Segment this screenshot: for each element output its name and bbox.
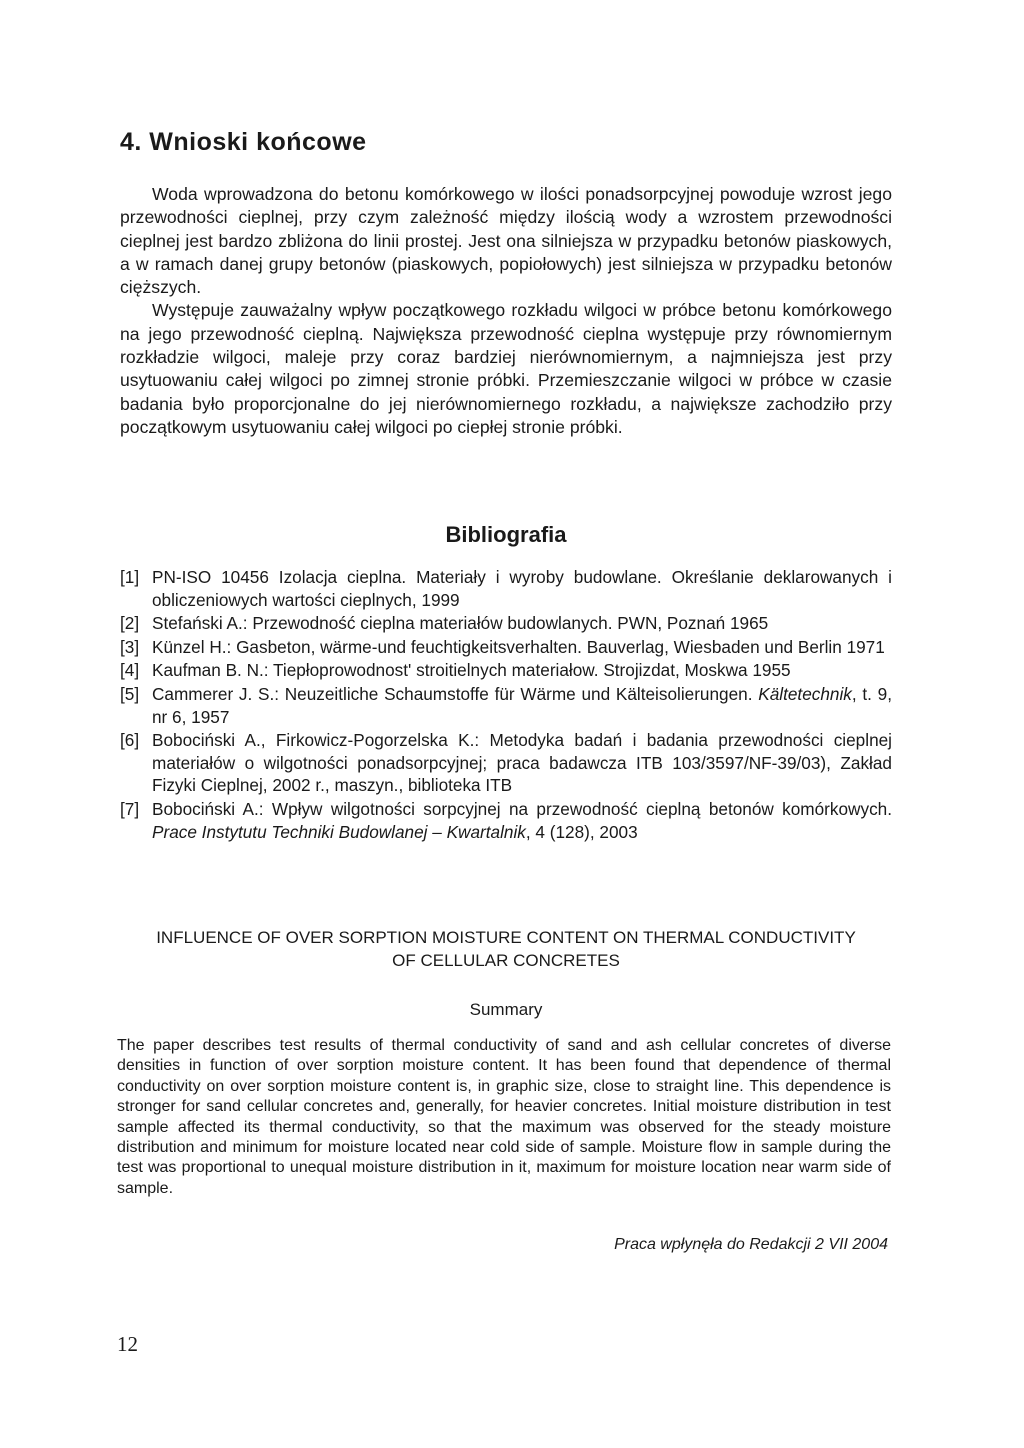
bibliography-entry	[120, 566, 892, 611]
bibliography-entry	[120, 612, 892, 635]
entry-tail: , t. 9, nr 6, 1957	[152, 683, 892, 727]
english-title	[120, 926, 892, 972]
entry-number: [1]	[120, 567, 140, 587]
bibliography-entry	[120, 729, 892, 797]
conclusions-paragraph: Występuje zauważalny wpływ początkowego rozkładu wilgoci w próbce betonu komórkowego na jego przewodność cieplną. Największa przewodność cieplna występuje przy równomiernym rozkładzie wilgoci, maleje przy coraz bardziej nierównomiernym, a najmniejsza jest przy usytuowaniu całej wilgoci po zimnej stronie próbki. Przemieszczanie wilgoci w próbce w czasie badania było proporcjonalne do jej nierównomiernego rozkładu, a największe zachodziło przy początkowym usytuowaniu całej wilgoci po ciepłej stronie próbki.	[120, 300, 892, 437]
entry-text: PN-ISO 10456 Izolacja cieplna. Materiały i wyroby budowlane. Określanie deklarowanych i obliczeniowych wartości cieplnych, 1999	[152, 567, 892, 610]
entry-number: [5]	[120, 683, 140, 704]
english-title-line: INFLUENCE OF OVER SORPTION MOISTURE CONTENT ON THERMAL CONDUCTIVITY	[156, 928, 856, 947]
conclusions-paragraph: Woda wprowadzona do betonu komórkowego w ilości ponadsorpcyjnej powoduje wzrost jego przewodności cieplnej, przy czym zależność między ilością wody a wzrostem przewodności cieplnej jest bardzo zbliżona do linii prostej. Jest ona silniejsza w przypadku betonów piaskowych, a w ramach danej grupy betonów (piaskowych, popiołowych) jest silniejsza w przypadku betonów cięższych.	[120, 184, 892, 298]
entry-number: [7]	[120, 798, 140, 819]
english-title-line: OF CELLULAR CONCRETES	[392, 951, 620, 970]
entry-number: [2]	[120, 613, 140, 634]
received-note: Praca wpłynęła do Redakcji 2 VII 2004	[614, 1236, 888, 1253]
entry-text: Bobociński A., Firkowicz-Pogorzelska K.: Metodyka badań i badania przewodności cieplnej materiałów o wilgotności ponadsorpcyjnej; praca badawcza ITB 103/3597/NF-39/03), Zakład Fizyki Cieplnej, 2002 r., maszyn., biblioteka ITB	[152, 730, 892, 796]
entry-number: [4]	[120, 660, 140, 681]
conclusions-body	[120, 183, 892, 439]
entry-journal: Prace Instytutu Techniki Budowlanej – Kwartalnik	[152, 821, 526, 842]
bibliography-entry	[120, 683, 892, 728]
section-heading: 4. Wnioski końcowe	[120, 128, 367, 156]
page-number: 12	[117, 1332, 138, 1356]
entry-tail: , 4 (128), 2003	[525, 821, 638, 842]
entry-number: [3]	[120, 636, 140, 657]
summary-heading: Summary	[469, 1000, 543, 1019]
summary-body: The paper describes test results of thermal conductivity of sand and ash cellular concretes of diverse densities in function of over sorption moisture content. It has been found that dependence of thermal conductivity on over sorption moisture content is, in graphic size, close to straight line. This dependence is stronger for sand cellular concretes and, generally, for heavier concretes. Initial moisture distribution in test sample affected its thermal conductivity, so that the maximum was observed for the steady moisture distribution and minimum for moisture located near cold side of sample. Moisture flow in sample during the test was proportional to unequal moisture distribution in it, maximum for moisture location near warm side of sample.	[117, 1037, 891, 1197]
entry-text: Bobociński A.: Wpływ wilgotności sorpcyjnej na przewodność cieplną betonów komórkowych.	[152, 798, 892, 819]
entry-text: Cammerer J. S.: Neuzeitliche Schaumstoffe für Wärme und Kälteisolierungen.	[152, 683, 753, 704]
entry-text: Künzel H.: Gasbeton, wärme-und feuchtigkeitsverhalten. Bauverlag, Wiesbaden und Berlin 1971	[152, 636, 885, 657]
bibliography-heading: Bibliografia	[445, 522, 567, 547]
bibliography-entry	[120, 659, 892, 682]
entry-text: Kaufman B. N.: Tiepłoprowodnost' stroitielnych materiałow. Strojizdat, Moskwa 1955	[152, 660, 791, 681]
bibliography-list	[120, 566, 892, 844]
bibliography-entry	[120, 636, 892, 659]
entry-journal: Kältetechnik	[758, 683, 852, 704]
entry-text: Stefański A.: Przewodność cieplna materiałów budowlanych. PWN, Poznań 1965	[152, 613, 769, 634]
entry-number: [6]	[120, 730, 140, 751]
bibliography-entry	[120, 798, 892, 843]
